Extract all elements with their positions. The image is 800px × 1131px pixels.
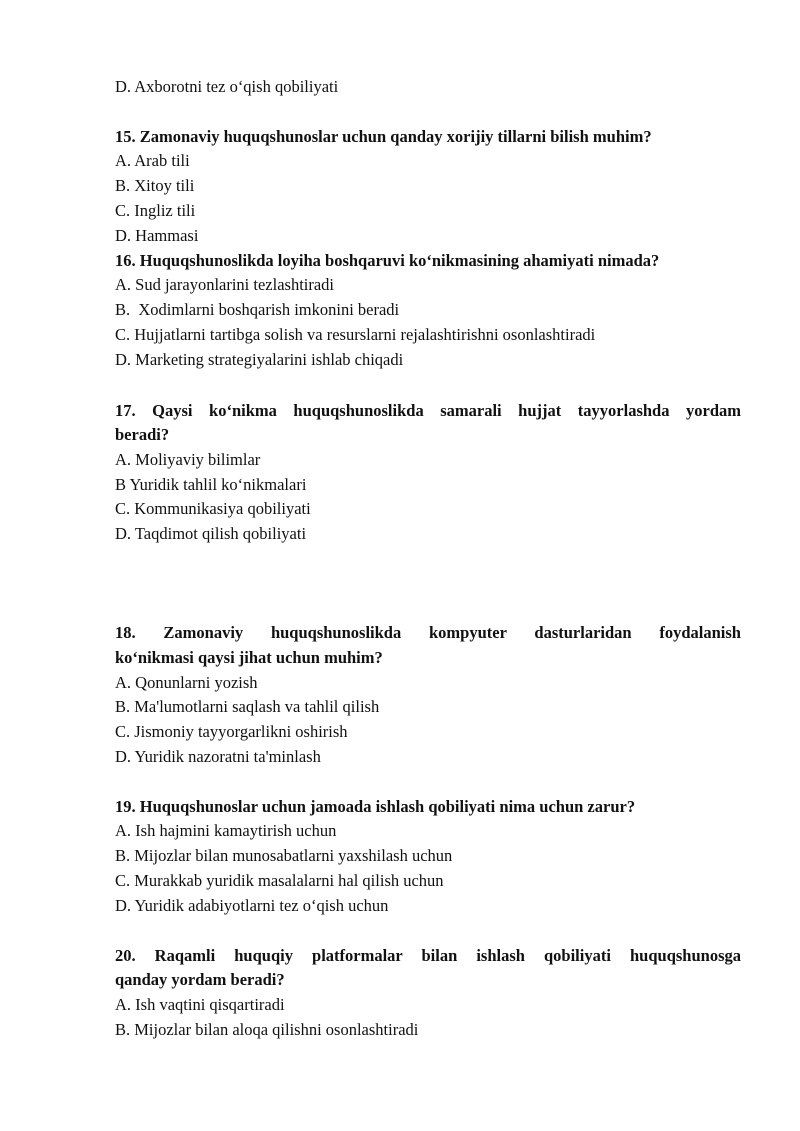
q20-option-a: A. Ish vaqtini qisqartiradi — [115, 995, 285, 1014]
q17-option-c: C. Kommunikasiya qobiliyati — [115, 499, 311, 518]
q17-option-d: D. Taqdimot qilish qobiliyati — [115, 524, 307, 543]
q16-option-d: D. Marketing strategiyalarini ishlab chiqadi — [115, 350, 404, 369]
q16-option-c: C. Hujjatlarni tartibga solish va resurslarni rejalashtirishni osonlashtiradi — [115, 325, 596, 344]
q20-question-line1: 20. Raqamli huquqiy platformalar bilan ishlash qobiliyati huquqshunosga — [115, 946, 741, 965]
q18-option-c: C. Jismoniy tayyorgarlikni oshirish — [115, 722, 348, 741]
q17-question-line2: beradi? — [115, 425, 170, 444]
q16-question: 16. Huquqshunoslikda loyiha boshqaruvi ko‘nikmasining ahamiyati nimada? — [115, 251, 660, 270]
q19-option-b: B. Mijozlar bilan munosabatlarni yaxshilash uchun — [115, 846, 453, 865]
q17-option-a: A. Moliyaviy bilimlar — [115, 450, 261, 469]
q19-option-d: D. Yuridik adabiyotlarni tez o‘qish uchun — [115, 896, 389, 915]
q15-option-c: C. Ingliz tili — [115, 201, 196, 220]
q18-option-b: B. Ma'lumotlarni saqlash va tahlil qilish — [115, 697, 380, 716]
q15-option-d: D. Hammasi — [115, 226, 199, 245]
q15-question: 15. Zamonaviy huquqshunoslar uchun qanday xorijiy tillarni bilish muhim? — [115, 127, 652, 146]
q20-question-line2: qanday yordam beradi? — [115, 970, 285, 989]
q16-option-a: A. Sud jarayonlarini tezlashtiradi — [115, 275, 335, 294]
q16-option-b: B. Xodimlarni boshqarish imkonini beradi — [115, 300, 400, 319]
q18-question-line1: 18. Zamonaviy huquqshunoslikda kompyuter dasturlaridan foydalanish — [115, 623, 741, 642]
q18-option-a: A. Qonunlarni yozish — [115, 673, 258, 692]
q19-option-c: C. Murakkab yuridik masalalarni hal qilish uchun — [115, 871, 444, 890]
q17-option-b: B Yuridik tahlil ko‘nikmalari — [115, 475, 307, 494]
q20-option-b: B. Mijozlar bilan aloqa qilishni osonlashtiradi — [115, 1020, 419, 1039]
q14-option-d: D. Axborotni tez o‘qish qobiliyati — [115, 77, 339, 96]
q18-question-line2: ko‘nikmasi qaysi jihat uchun muhim? — [115, 648, 383, 667]
q18-option-d: D. Yuridik nazoratni ta'minlash — [115, 747, 321, 766]
q19-option-a: A. Ish hajmini kamaytirish uchun — [115, 821, 337, 840]
q15-option-a: A. Arab tili — [115, 151, 190, 170]
q17-question-line1: 17. Qaysi ko‘nikma huquqshunoslikda samarali hujjat tayyorlashda yordam — [115, 401, 741, 420]
q15-option-b: B. Xitoy tili — [115, 176, 195, 195]
q19-question: 19. Huquqshunoslar uchun jamoada ishlash qobiliyati nima uchun zarur? — [115, 797, 636, 816]
